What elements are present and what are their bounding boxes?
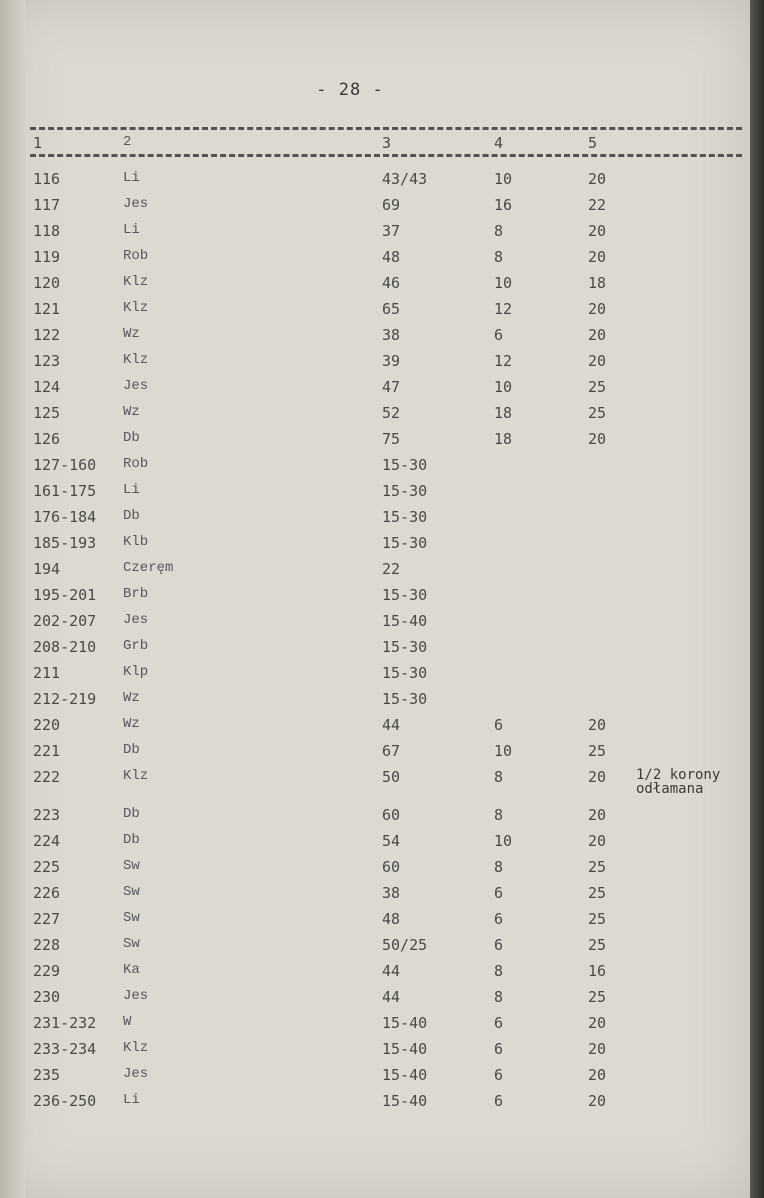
- cell-c4: 10: [494, 742, 513, 760]
- cell-c4: 6: [494, 1092, 504, 1110]
- cell-c3: 60: [382, 806, 401, 824]
- table-row: [0, 378, 750, 402]
- cell-c2: Li: [123, 222, 140, 238]
- cell-c3: 48: [382, 910, 401, 928]
- cell-c3: 15-40: [382, 1040, 428, 1058]
- cell-c4: 18: [494, 430, 513, 448]
- cell-c2: Db: [123, 832, 140, 848]
- cell-c3: 15-40: [382, 1092, 428, 1110]
- table-row: [0, 664, 750, 688]
- cell-c5: 20: [588, 1066, 607, 1084]
- cell-c4: 16: [494, 196, 513, 214]
- cell-c1: 124: [33, 378, 61, 396]
- cell-c3: 52: [382, 404, 401, 422]
- cell-c5: 20: [588, 1040, 607, 1058]
- cell-c1: 222: [33, 768, 61, 786]
- cell-c1: 176-184: [33, 508, 97, 526]
- table-row: [0, 690, 750, 714]
- cell-c4: 6: [494, 716, 504, 734]
- cell-c4: 12: [494, 352, 513, 370]
- cell-c3: 15-30: [382, 690, 428, 708]
- cell-c1: 208-210: [33, 638, 97, 656]
- table-row: [0, 326, 750, 350]
- cell-c3: 37: [382, 222, 401, 240]
- header-col-1: 1: [33, 134, 43, 152]
- table-row: [0, 300, 750, 324]
- cell-c4: 8: [494, 962, 504, 980]
- cell-c4: 10: [494, 378, 513, 396]
- cell-c3: 39: [382, 352, 401, 370]
- cell-c3: 15-30: [382, 664, 428, 682]
- cell-c1: 220: [33, 716, 61, 734]
- cell-c2: Sw: [123, 884, 140, 900]
- cell-c3: 15-40: [382, 1014, 428, 1032]
- table-row: [0, 352, 750, 376]
- cell-c1: 202-207: [33, 612, 97, 630]
- cell-c2: Wz: [123, 690, 140, 706]
- cell-c2: Brb: [123, 586, 149, 602]
- cell-c1: 126: [33, 430, 61, 448]
- cell-c2: Sw: [123, 910, 140, 926]
- cell-c2: Klz: [123, 300, 149, 316]
- cell-c4: 8: [494, 248, 504, 266]
- table-row: [0, 508, 750, 532]
- cell-c3: 47: [382, 378, 401, 396]
- cell-c4: 12: [494, 300, 513, 318]
- table-row: [0, 1092, 750, 1116]
- cell-c5: 20: [588, 806, 607, 824]
- cell-c3: 43/43: [382, 170, 428, 188]
- table-row: [0, 858, 750, 882]
- cell-c5: 25: [588, 988, 607, 1006]
- cell-c5: 20: [588, 170, 607, 188]
- table-row: [0, 962, 750, 986]
- cell-c2: Rob: [123, 248, 149, 264]
- cell-c1: 228: [33, 936, 61, 954]
- cell-c4: 6: [494, 884, 504, 902]
- table-row: [0, 638, 750, 662]
- cell-c5: 25: [588, 910, 607, 928]
- table-row: [0, 742, 750, 766]
- cell-c1: 185-193: [33, 534, 97, 552]
- table-row: [0, 534, 750, 558]
- cell-c1: 127-160: [33, 456, 97, 474]
- cell-c1: 229: [33, 962, 61, 980]
- page-number: - 28 -: [316, 80, 384, 100]
- table-row: [0, 482, 750, 506]
- cell-c2: Li: [123, 170, 140, 186]
- cell-c5: 25: [588, 858, 607, 876]
- cell-c4: 6: [494, 1066, 504, 1084]
- cell-c1: 227: [33, 910, 61, 928]
- cell-c1: 223: [33, 806, 61, 824]
- table-row: [0, 274, 750, 298]
- header-rule-top: [30, 127, 742, 130]
- cell-c2: Db: [123, 742, 140, 758]
- table-row: [0, 832, 750, 856]
- cell-c2: Db: [123, 430, 140, 446]
- table-row: [0, 884, 750, 908]
- cell-c3: 67: [382, 742, 401, 760]
- cell-c2: Wz: [123, 326, 140, 342]
- header-col-2: 2: [123, 134, 132, 150]
- cell-c3: 15-40: [382, 1066, 428, 1084]
- table-row: [0, 806, 750, 830]
- cell-c6: 1/2 korony odłamana: [636, 767, 721, 797]
- cell-c3: 15-30: [382, 456, 428, 474]
- table-row: [0, 612, 750, 636]
- cell-c2: Klp: [123, 664, 149, 680]
- cell-c1: 194: [33, 560, 61, 578]
- cell-c5: 20: [588, 248, 607, 266]
- cell-c2: Sw: [123, 858, 140, 874]
- cell-c1: 212-219: [33, 690, 97, 708]
- cell-c3: 48: [382, 248, 401, 266]
- table-row: [0, 430, 750, 454]
- cell-c2: Jes: [123, 378, 149, 394]
- cell-c1: 224: [33, 832, 61, 850]
- cell-c4: 6: [494, 1014, 504, 1032]
- header-col-5: 5: [588, 134, 598, 152]
- table-row: [0, 222, 750, 246]
- cell-c2: Grb: [123, 638, 149, 654]
- cell-c4: 8: [494, 988, 504, 1006]
- table-row: [0, 910, 750, 934]
- cell-c1: 119: [33, 248, 61, 266]
- table-row: [0, 456, 750, 480]
- cell-c5: 20: [588, 352, 607, 370]
- cell-c3: 69: [382, 196, 401, 214]
- cell-c1: 195-201: [33, 586, 97, 604]
- table-row: [0, 586, 750, 610]
- cell-c4: 8: [494, 222, 504, 240]
- cell-c3: 15-30: [382, 482, 428, 500]
- cell-c2: Sw: [123, 936, 140, 952]
- cell-c1: 116: [33, 170, 61, 188]
- header-rule-bottom: [30, 154, 742, 157]
- cell-c4: 10: [494, 274, 513, 292]
- cell-c1: 120: [33, 274, 61, 292]
- cell-c2: Jes: [123, 612, 149, 628]
- cell-c1: 235: [33, 1066, 61, 1084]
- cell-c5: 20: [588, 300, 607, 318]
- cell-c1: 233-234: [33, 1040, 97, 1058]
- cell-c5: 25: [588, 742, 607, 760]
- cell-c2: Klz: [123, 768, 149, 784]
- cell-c2: Klb: [123, 534, 149, 550]
- cell-c4: 6: [494, 936, 504, 954]
- cell-c1: 121: [33, 300, 61, 318]
- cell-c5: 18: [588, 274, 607, 292]
- header-col-4: 4: [494, 134, 504, 152]
- cell-c1: 236-250: [33, 1092, 97, 1110]
- cell-c5: 20: [588, 832, 607, 850]
- cell-c5: 20: [588, 430, 607, 448]
- cell-c5: 20: [588, 1092, 607, 1110]
- cell-c3: 60: [382, 858, 401, 876]
- cell-c3: 22: [382, 560, 401, 578]
- cell-c3: 15-30: [382, 586, 428, 604]
- cell-c2: Rob: [123, 456, 149, 472]
- table-row: [0, 404, 750, 428]
- cell-c2: Wz: [123, 716, 140, 732]
- cell-c4: 8: [494, 806, 504, 824]
- cell-c3: 15-30: [382, 508, 428, 526]
- cell-c5: 25: [588, 378, 607, 396]
- cell-c1: 230: [33, 988, 61, 1006]
- cell-c2: Klz: [123, 1040, 149, 1056]
- cell-c2: Li: [123, 1092, 140, 1108]
- cell-c3: 44: [382, 962, 401, 980]
- cell-c2: Li: [123, 482, 140, 498]
- cell-c5: 16: [588, 962, 607, 980]
- cell-c1: 123: [33, 352, 61, 370]
- cell-c2: Jes: [123, 988, 149, 1004]
- table-row: [0, 1040, 750, 1064]
- cell-c4: 8: [494, 768, 504, 786]
- table-row: [0, 767, 750, 797]
- table-row: [0, 988, 750, 1012]
- cell-c5: 20: [588, 1014, 607, 1032]
- cell-c3: 50: [382, 768, 401, 786]
- cell-c3: 54: [382, 832, 401, 850]
- cell-c3: 50/25: [382, 936, 428, 954]
- cell-c1: 117: [33, 196, 61, 214]
- cell-c3: 75: [382, 430, 401, 448]
- cell-c2: Jes: [123, 1066, 149, 1082]
- table-row: [0, 560, 750, 584]
- cell-c3: 38: [382, 326, 401, 344]
- cell-c1: 161-175: [33, 482, 97, 500]
- table-row: [0, 196, 750, 220]
- cell-c3: 65: [382, 300, 401, 318]
- header-col-3: 3: [382, 134, 392, 152]
- cell-c5: 20: [588, 222, 607, 240]
- cell-c5: 25: [588, 404, 607, 422]
- table-row: [0, 1014, 750, 1038]
- cell-c1: 231-232: [33, 1014, 97, 1032]
- cell-c4: 6: [494, 326, 504, 344]
- cell-c3: 44: [382, 716, 401, 734]
- background-edge: [750, 0, 764, 1198]
- cell-c2: Klz: [123, 274, 149, 290]
- table-row: [0, 170, 750, 194]
- cell-c2: Czeręm: [123, 560, 174, 576]
- cell-c1: 118: [33, 222, 61, 240]
- cell-c5: 20: [588, 768, 607, 786]
- cell-c5: 25: [588, 936, 607, 954]
- cell-c4: 6: [494, 910, 504, 928]
- table-row: [0, 248, 750, 272]
- cell-c3: 38: [382, 884, 401, 902]
- cell-c1: 122: [33, 326, 61, 344]
- cell-c2: Db: [123, 508, 140, 524]
- cell-c2: Klz: [123, 352, 149, 368]
- cell-c2: W: [123, 1014, 132, 1030]
- cell-c3: 44: [382, 988, 401, 1006]
- cell-c4: 8: [494, 858, 504, 876]
- table-row: [0, 716, 750, 740]
- cell-c5: 20: [588, 716, 607, 734]
- cell-c4: 6: [494, 1040, 504, 1058]
- cell-c5: 25: [588, 884, 607, 902]
- cell-c3: 15-30: [382, 638, 428, 656]
- cell-c4: 10: [494, 832, 513, 850]
- cell-c1: 226: [33, 884, 61, 902]
- cell-c2: Ka: [123, 962, 140, 978]
- cell-c2: Wz: [123, 404, 140, 420]
- cell-c1: 221: [33, 742, 61, 760]
- cell-c5: 22: [588, 196, 607, 214]
- table-row: [0, 936, 750, 960]
- table-row: [0, 1066, 750, 1090]
- cell-c1: 125: [33, 404, 61, 422]
- cell-c3: 15-40: [382, 612, 428, 630]
- cell-c4: 18: [494, 404, 513, 422]
- cell-c1: 211: [33, 664, 61, 682]
- cell-c5: 20: [588, 326, 607, 344]
- cell-c2: Jes: [123, 196, 149, 212]
- cell-c3: 46: [382, 274, 401, 292]
- cell-c4: 10: [494, 170, 513, 188]
- cell-c1: 225: [33, 858, 61, 876]
- cell-c2: Db: [123, 806, 140, 822]
- cell-c3: 15-30: [382, 534, 428, 552]
